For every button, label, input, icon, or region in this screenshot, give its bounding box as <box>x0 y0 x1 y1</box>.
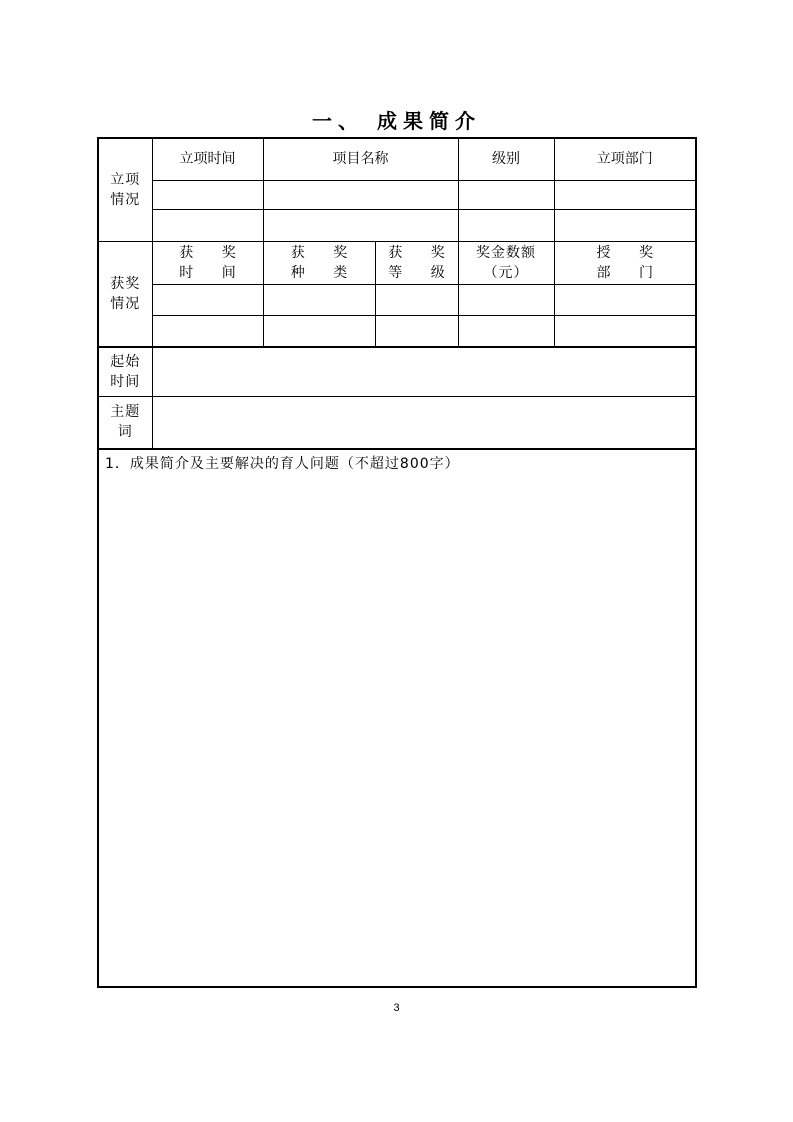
project-name-field[interactable] <box>263 209 458 241</box>
project-time-field[interactable] <box>152 209 263 241</box>
project-name-field[interactable] <box>263 180 458 209</box>
award-type-field[interactable] <box>263 315 375 347</box>
award-header-grade: 获 奖 等 级 <box>375 241 458 284</box>
project-header-time: 立项时间 <box>152 138 263 180</box>
keywords-field[interactable] <box>152 396 696 449</box>
project-section-label: 立项 情况 <box>98 138 152 241</box>
project-department-field[interactable] <box>554 209 696 241</box>
award-department-field[interactable] <box>554 284 696 315</box>
project-header-name: 项目名称 <box>263 138 458 180</box>
project-department-field[interactable] <box>554 180 696 209</box>
award-grade-field[interactable] <box>375 315 458 347</box>
award-grade-field[interactable] <box>375 284 458 315</box>
start-time-field[interactable] <box>152 347 696 396</box>
award-amount-field[interactable] <box>458 284 554 315</box>
award-time-field[interactable] <box>152 284 263 315</box>
summary-prompt: 1．成果简介及主要解决的育人问题（不超过800字） <box>105 456 460 472</box>
page-number: 3 <box>393 1002 400 1014</box>
award-header-department: 授 奖 部 门 <box>554 241 696 284</box>
start-time-label: 起始 时间 <box>98 347 152 396</box>
award-header-amount: 奖金数额 （元） <box>458 241 554 284</box>
project-header-level: 级别 <box>458 138 554 180</box>
award-header-time: 获 奖 时 间 <box>152 241 263 284</box>
award-type-field[interactable] <box>263 284 375 315</box>
project-level-field[interactable] <box>458 209 554 241</box>
project-time-field[interactable] <box>152 180 263 209</box>
award-amount-field[interactable] <box>458 315 554 347</box>
achievement-form-table <box>97 137 697 988</box>
award-header-type: 获 奖 种 类 <box>263 241 375 284</box>
keywords-label: 主题 词 <box>98 396 152 449</box>
award-section-label: 获奖 情况 <box>98 241 152 347</box>
page-title: 一、 成果简介 <box>312 109 481 133</box>
summary-field[interactable] <box>98 449 696 987</box>
award-department-field[interactable] <box>554 315 696 347</box>
project-header-department: 立项部门 <box>554 138 696 180</box>
award-time-field[interactable] <box>152 315 263 347</box>
project-level-field[interactable] <box>458 180 554 209</box>
